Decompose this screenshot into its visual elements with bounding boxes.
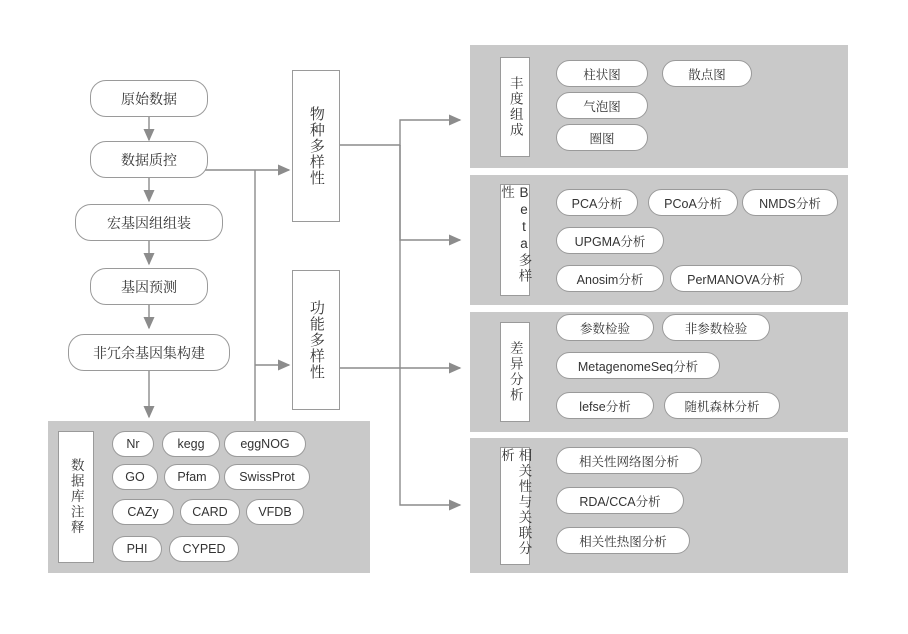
db-item-label: CARD: [192, 505, 228, 519]
panel-label-text: 数据库注释: [68, 458, 84, 536]
analysis-item-label: 非参数检验: [684, 321, 748, 336]
flow-node-raw-data[interactable]: [90, 80, 208, 117]
flow-node-assembly[interactable]: [75, 204, 223, 241]
flow-node-gene-prediction[interactable]: [90, 268, 208, 305]
panel-correlation-analysis-label: [500, 447, 530, 565]
db-item-label: Nr: [126, 437, 140, 451]
db-item-label: GO: [125, 470, 145, 484]
analysis-item-label: RDA/CCA分析: [579, 494, 661, 509]
db-item-kegg[interactable]: [162, 431, 220, 457]
analysis-item-circos-plot[interactable]: [556, 124, 648, 151]
panel-beta-diversity-label: [500, 184, 530, 296]
db-item-swissprot[interactable]: [224, 464, 310, 490]
db-item-label: Pfam: [177, 470, 207, 484]
analysis-item-label: PCA分析: [571, 196, 623, 211]
db-item-label: PHI: [126, 542, 148, 556]
flow-node-label: 非冗余基因集构建: [93, 344, 205, 361]
analysis-item-label: PCoA分析: [664, 196, 722, 211]
analysis-item-label: 随机森林分析: [684, 399, 760, 414]
panel-difference-analysis-label: [500, 322, 530, 422]
analysis-item-bubble-chart[interactable]: [556, 92, 648, 119]
analysis-item-correlation-network[interactable]: [556, 447, 702, 474]
analysis-item-metagenomeseq[interactable]: [556, 352, 720, 379]
db-item-label: CYPED: [182, 542, 226, 556]
analysis-item-random-forest[interactable]: [664, 392, 780, 419]
flow-node-label: 基因预测: [121, 278, 177, 295]
panel-label-text: 差异分析: [507, 341, 523, 403]
analysis-item-scatter-plot[interactable]: [662, 60, 752, 87]
analysis-item-pcoa[interactable]: [648, 189, 738, 216]
analysis-item-label: 气泡图: [583, 99, 621, 114]
db-item-label: kegg: [177, 437, 205, 451]
panel-abundance-label: [500, 57, 530, 157]
flow-node-function-diversity[interactable]: [292, 270, 340, 410]
db-item-cazy[interactable]: [112, 499, 174, 525]
db-item-cyped[interactable]: [169, 536, 239, 562]
analysis-item-pca[interactable]: [556, 189, 638, 216]
analysis-item-nmds[interactable]: [742, 189, 838, 216]
flow-node-label: 物种多样性: [307, 106, 325, 186]
db-item-label: CAZy: [127, 505, 159, 519]
db-item-label: SwissProt: [239, 470, 295, 484]
flow-node-label: 原始数据: [121, 90, 177, 107]
analysis-item-anosim[interactable]: [556, 265, 664, 292]
analysis-item-label: lefse分析: [579, 399, 631, 414]
analysis-item-label: 圈图: [589, 131, 615, 146]
analysis-item-permanova[interactable]: [670, 265, 802, 292]
analysis-item-nonparametric-test[interactable]: [662, 314, 770, 341]
analysis-item-label: PerMANOVA分析: [687, 272, 785, 287]
analysis-item-parametric-test[interactable]: [556, 314, 654, 341]
db-item-eggnog[interactable]: [224, 431, 306, 457]
analysis-item-label: 相关性热图分析: [579, 534, 667, 549]
analysis-item-label: 散点图: [688, 67, 726, 82]
db-item-nr[interactable]: [112, 431, 154, 457]
analysis-item-correlation-heatmap[interactable]: [556, 527, 690, 554]
db-item-vfdb[interactable]: [246, 499, 304, 525]
database-panel-label: [58, 431, 94, 563]
db-item-label: eggNOG: [240, 437, 290, 451]
analysis-item-label: 参数检验: [579, 321, 630, 336]
analysis-item-label: 相关性网络图分析: [578, 454, 679, 469]
db-item-card[interactable]: [180, 499, 240, 525]
analysis-item-label: NMDS分析: [759, 196, 821, 211]
db-item-go[interactable]: [112, 464, 158, 490]
panel-label-text: 丰度组成: [507, 76, 523, 138]
db-item-label: VFDB: [258, 505, 292, 519]
panel-label-text: Beta多样性: [499, 185, 532, 284]
flow-node-nr-gene-set[interactable]: [68, 334, 230, 371]
flow-node-label: 数据质控: [121, 151, 177, 168]
panel-label-text: 相关性与关联分析: [499, 448, 532, 557]
analysis-item-upgma[interactable]: [556, 227, 664, 254]
analysis-item-label: Anosim分析: [576, 272, 644, 287]
analysis-item-lefse[interactable]: [556, 392, 654, 419]
flow-node-label: 功能多样性: [307, 300, 325, 380]
analysis-item-label: MetagenomeSeq分析: [577, 359, 699, 374]
analysis-item-rda-cca[interactable]: [556, 487, 684, 514]
flow-node-qc[interactable]: [90, 141, 208, 178]
analysis-item-label: UPGMA分析: [574, 234, 646, 249]
db-item-phi[interactable]: [112, 536, 162, 562]
db-item-pfam[interactable]: [164, 464, 220, 490]
analysis-item-bar-chart[interactable]: [556, 60, 648, 87]
flow-node-label: 宏基因组组装: [107, 214, 191, 231]
analysis-item-label: 柱状图: [583, 67, 621, 82]
flow-node-species-diversity[interactable]: [292, 70, 340, 222]
